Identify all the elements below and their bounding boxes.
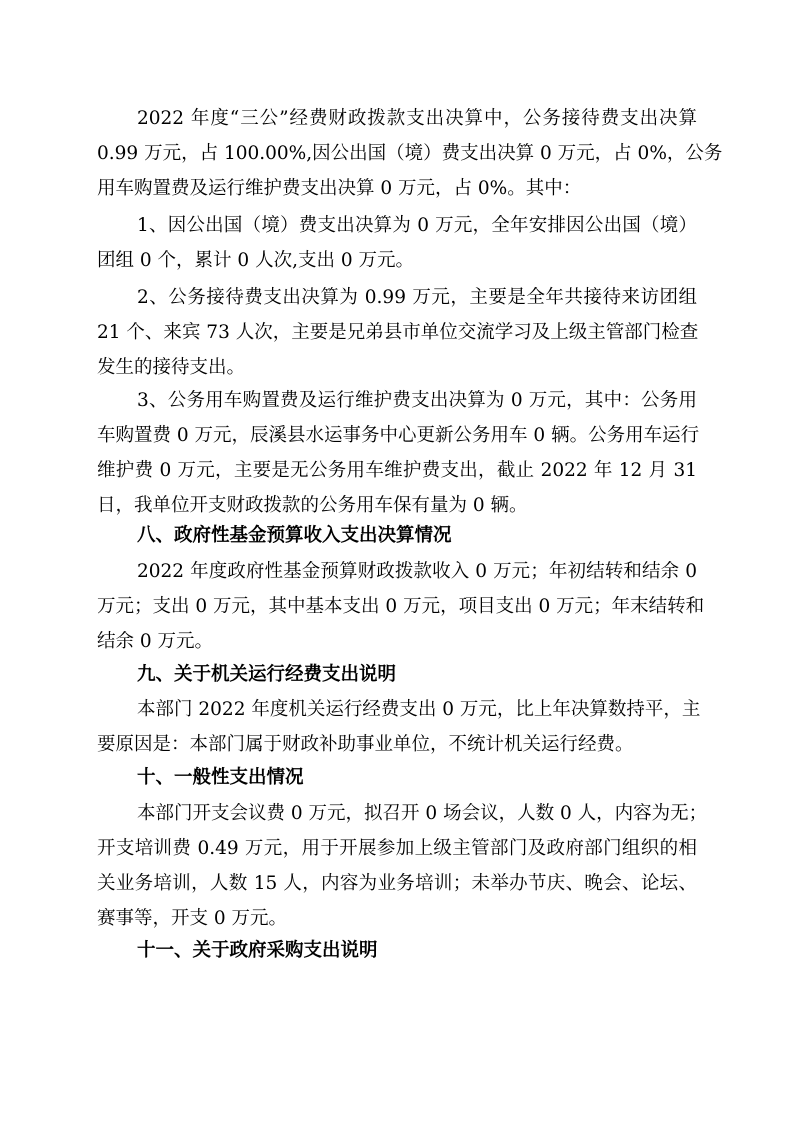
- paragraph-three-public-expenses: [97, 101, 723, 206]
- text-line: 用车购置费及运行维护费支出决算 0 万元，占 0%。其中：: [97, 178, 582, 199]
- text-line: 2、公务接待费支出决算为 0.99 万元，主要是全年共接待来访团组: [137, 287, 697, 308]
- text-line: 要原因是：本部门属于财政补助事业单位，不统计机关运行经费。: [97, 734, 634, 755]
- text-line: 0.99 万元，占 100.00%,因公出国（境）费支出决算 0 万元，占 0%，公务: [97, 143, 723, 164]
- text-line: 日，我单位开支财政拨款的公务用车保有量为 0 辆。: [97, 495, 528, 516]
- text-line: 3、公务用车购置费及运行维护费支出决算为 0 万元，其中：公务用: [137, 390, 697, 411]
- paragraph-operating-expenses: [97, 692, 701, 762]
- text-line: 赛事等，开支 0 万元。: [97, 908, 288, 929]
- text-line: 团组 0 个，累计 0 人次,支出 0 万元。: [97, 250, 414, 271]
- paragraph-general-expenses: [97, 796, 708, 936]
- text-line: 维护费 0 万元，主要是无公务用车维护费支出，截止 2022 年 12 月 31: [97, 460, 697, 481]
- text-line: 本部门 2022 年度机关运行经费支出 0 万元，比上年决算数持平，主: [137, 699, 701, 720]
- text-line: 关业务培训，人数 15 人，内容为业务培训；未举办节庆、晚会、论坛、: [97, 873, 697, 894]
- text-line: 2022 年度“三公”经费财政拨款支出决算中，公务接待费支出决算: [137, 108, 697, 129]
- section-heading-10: 十、一般性支出情况: [137, 767, 304, 788]
- paragraph-overseas-expenses: [97, 208, 697, 278]
- text-line: 本部门开支会议费 0 万元，拟召开 0 场会议，人数 0 人，内容为无；: [137, 803, 708, 824]
- text-line: 21 个、来宾 73 人次，主要是兄弟县市单位交流学习及上级主管部门检查: [97, 322, 699, 343]
- text-line: 车购置费 0 万元，辰溪县水运事务中心更新公务用车 0 辆。公务用车运行: [97, 425, 700, 446]
- text-line: 万元；支出 0 万元，其中基本支出 0 万元，项目支出 0 万元；年末结转和: [97, 596, 705, 617]
- text-line: 结余 0 万元。: [97, 631, 214, 652]
- text-line: 1、因公出国（境）费支出决算为 0 万元，全年安排因公出国（境）: [137, 215, 697, 236]
- section-heading-8: 八、政府性基金预算收入支出决算情况: [137, 525, 452, 546]
- text-line: 2022 年度政府性基金预算财政拨款收入 0 万元；年初结转和结余 0: [137, 561, 697, 582]
- section-heading-11: 十一、关于政府采购支出说明: [137, 940, 378, 961]
- section-heading-9: 九、关于机关运行经费支出说明: [137, 664, 397, 685]
- text-line: 发生的接待支出。: [97, 357, 246, 378]
- text-line: 开支培训费 0.49 万元，用于开展参加上级主管部门及政府部门组织的相: [97, 838, 697, 859]
- paragraph-vehicle-expenses: [97, 383, 700, 523]
- paragraph-government-fund: [97, 554, 705, 659]
- paragraph-reception-expenses: [97, 280, 697, 385]
